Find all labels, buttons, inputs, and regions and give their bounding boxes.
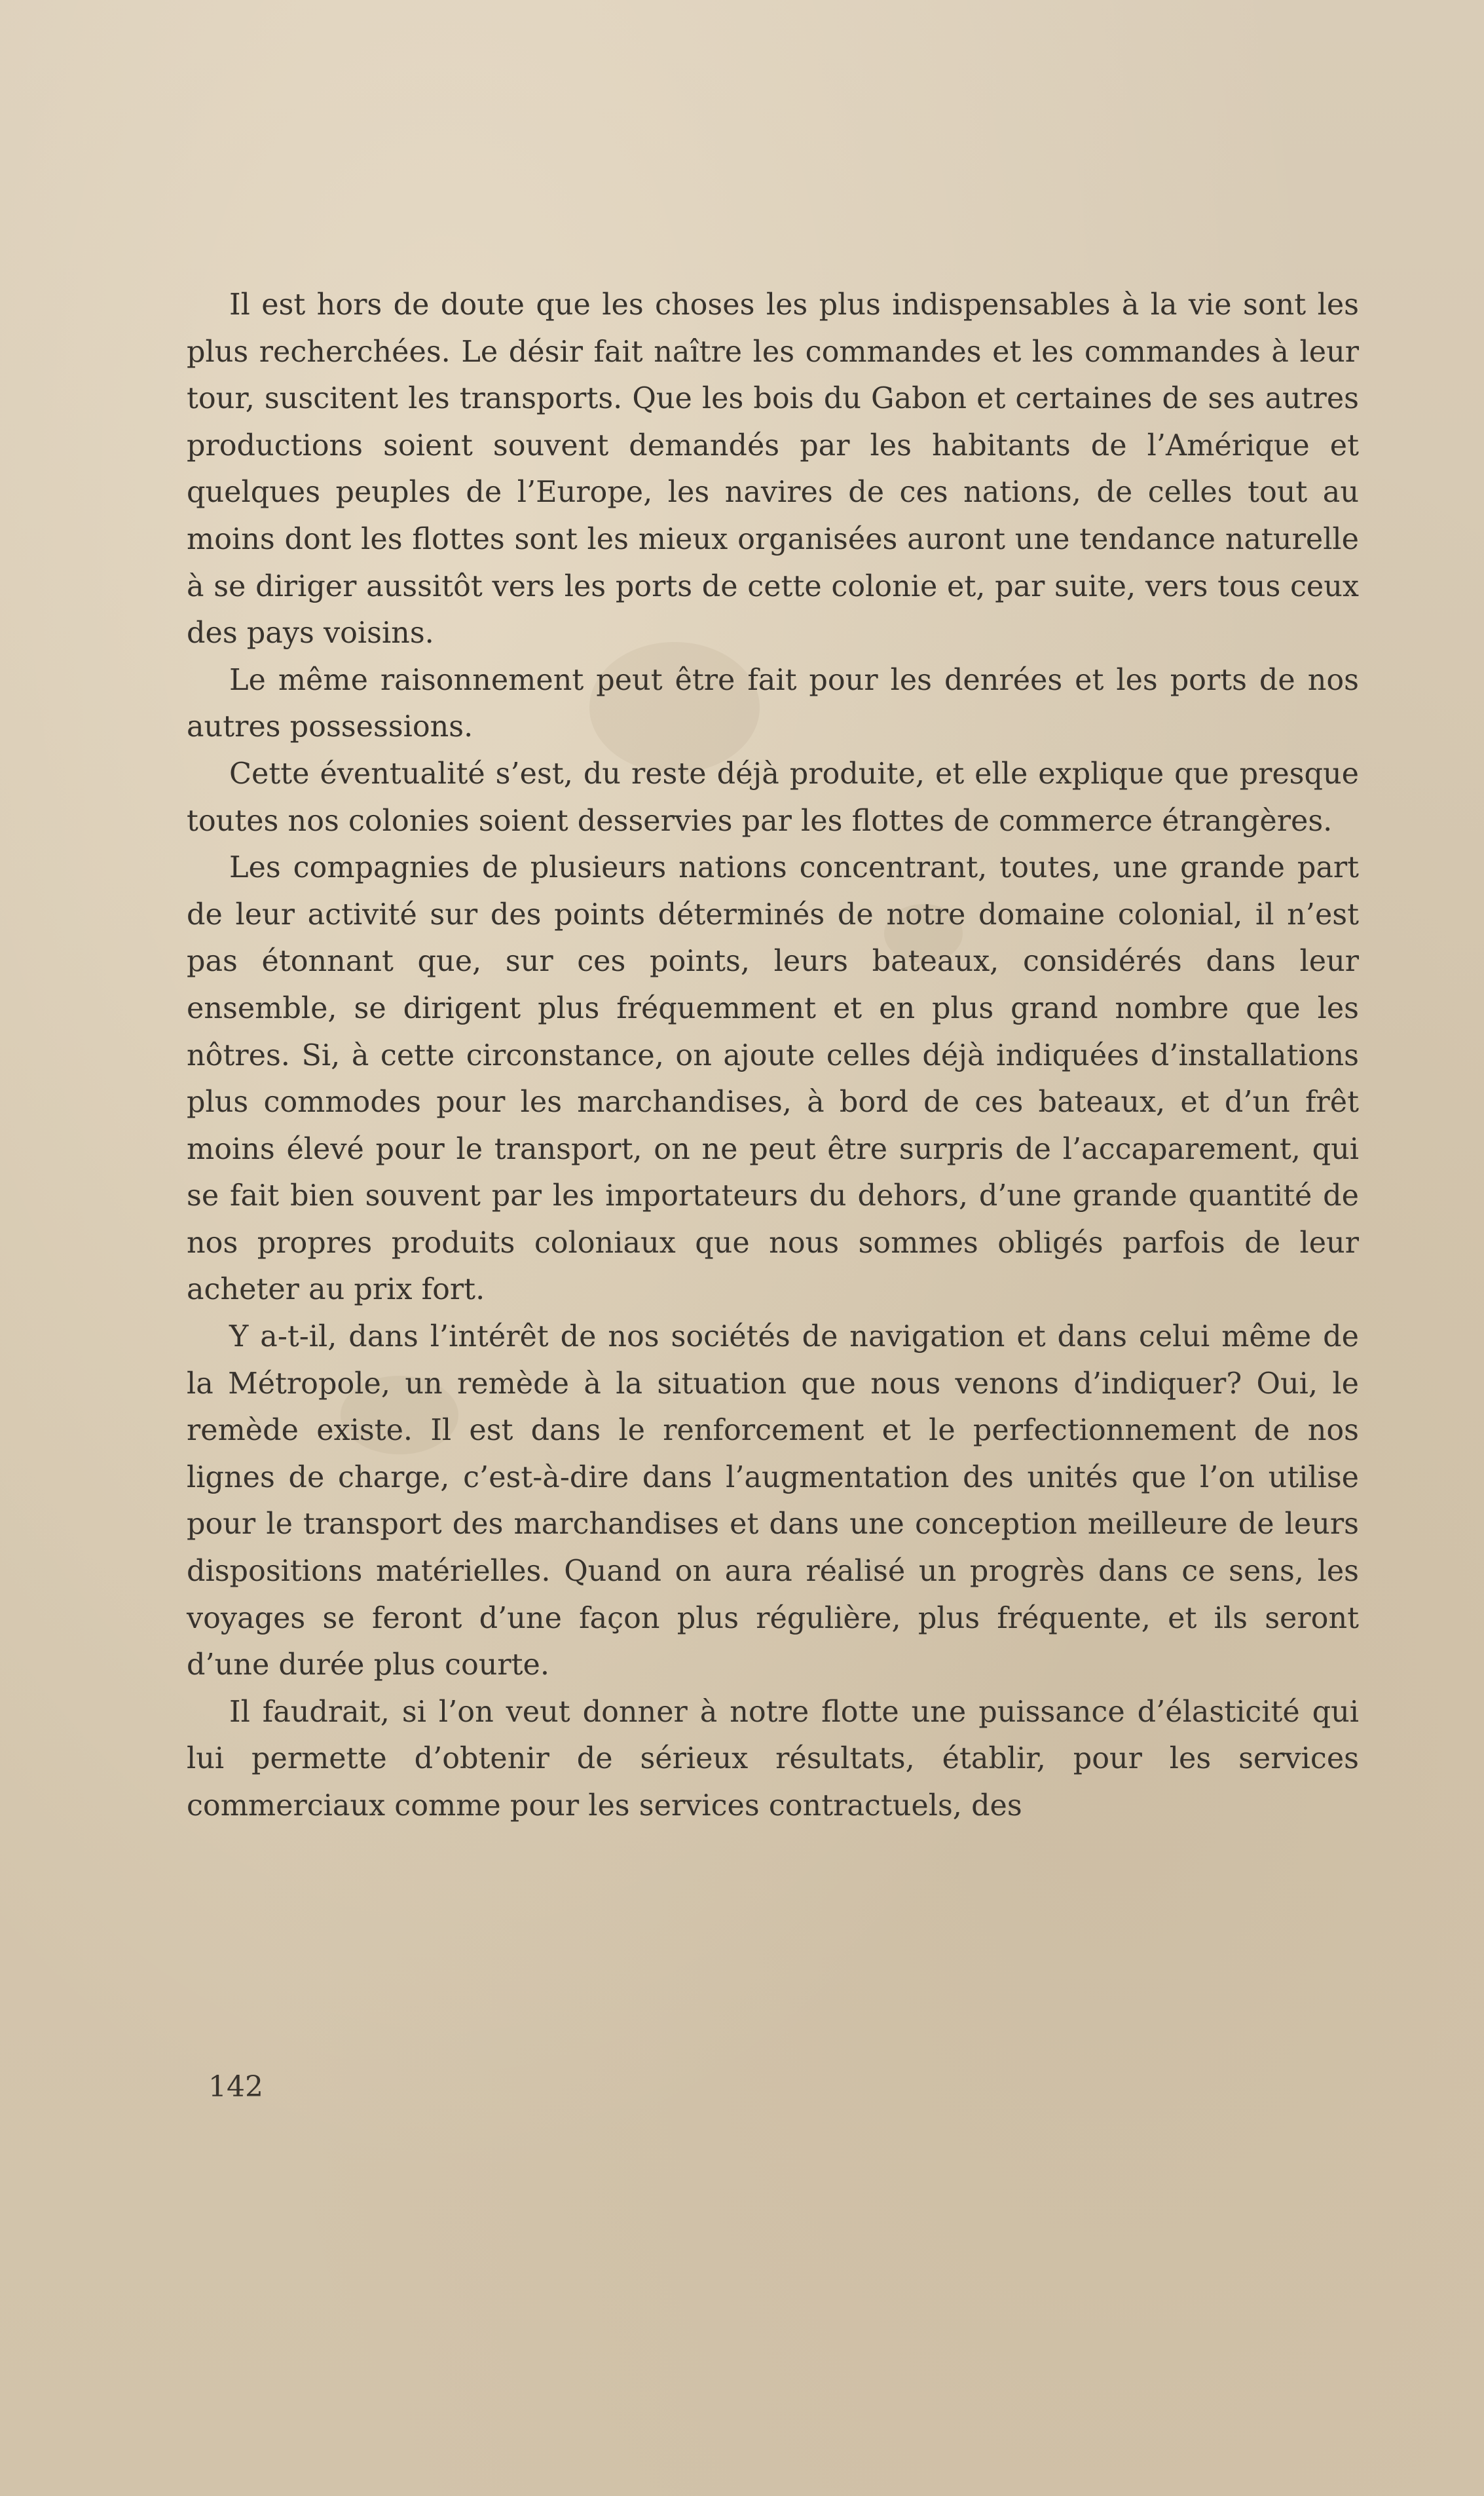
paragraph: Cette éventualité s’est, du reste déjà produite, et elle explique que presque toutes nos colonies soient desservies par les flottes de commerce étrangères. [187,757,1359,838]
paragraph: Il est hors de doute que les choses les plus indispensables à la vie sont les plus recherchées. Le désir fait naître les commandes et les commandes à leur tour, suscitent les transports. Que les bois du Gabon et certaines de ses autres productions soient souvent demandés par les habitants de l’Amérique et quelques peuples de l’Europe, les navires de ces nations, de celles tout au moins dont les flottes sont les mieux organisées auront une tendance naturelle à se diriger aussitôt vers les ports de cette colonie et, par suite, vers tous ceux des pays voisins. [187,288,1359,651]
body-text [187,282,1359,1830]
paragraph: Le même raisonnement peut être fait pour les denrées et les ports de nos autres possessions. [187,663,1359,744]
paragraph: Y a-t-il, dans l’intérêt de nos sociétés de navigation et dans celui même de la Métropole, un remède à la situation que nous venons d’indiquer? Oui, le remède existe. Il est dans le renforcement et le perfectionnement de nos lignes de charge, c’est-à-dire dans l’augmentation des unités que l’on utilise pour le transport des marchandises et dans une conception meilleure de leurs dispositions matérielles. Quand on aura réalisé un progrès dans ce sens, les voyages se feront d’une façon plus régulière, plus fréquente, et ils seront d’une durée plus courte. [187,1320,1359,1682]
paragraph: Il faudrait, si l’on veut donner à notre flotte une puissance d’élasticité qui lui permette d’obtenir de sérieux résultats, établir, pour les services commerciaux comme pour les services contractuels, des [187,1695,1359,1823]
page-number: 142 [208,2070,263,2104]
paragraph: Les compagnies de plusieurs nations concentrant, toutes, une grande part de leur activité sur des points déterminés de notre domaine colonial, il n’est pas étonnant que, sur ces points, leurs bateaux, considérés dans leur ensemble, se dirigent plus fréquemment et en plus grand nombre que les nôtres. Si, à cette circonstance, on ajoute celles déjà indiquées d’installations plus commodes pour les marchandises, à bord de ces bateaux, et d’un frêt moins élevé pour le transport, on ne peut être surpris de l’accaparement, qui se fait bien souvent par les importateurs du dehors, d’une grande quantité de nos propres produits coloniaux que nous sommes obligés parfois de leur acheter au prix fort. [187,851,1359,1307]
